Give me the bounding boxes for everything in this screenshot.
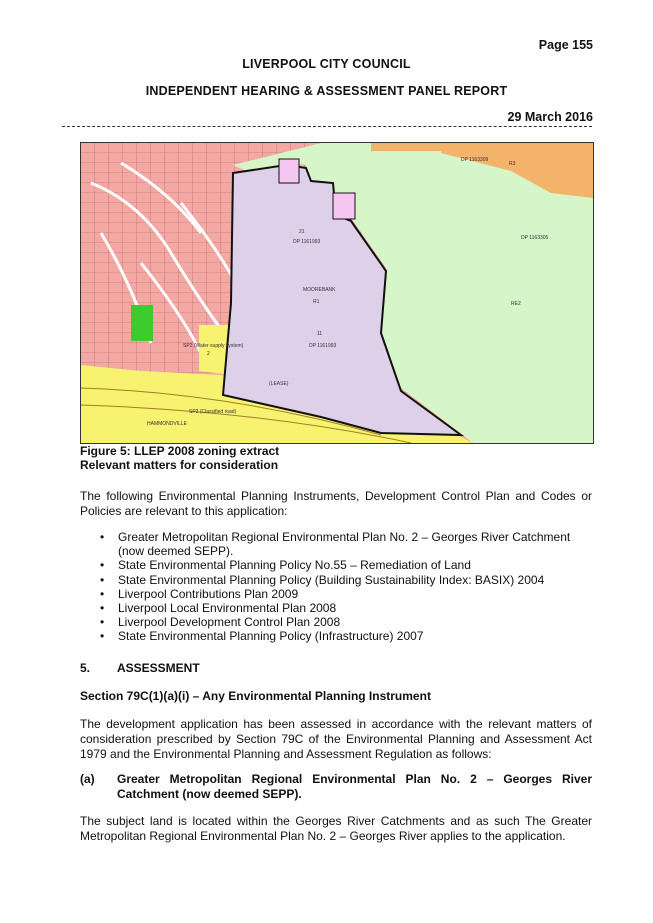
green-park [131, 305, 153, 341]
header-divider [62, 126, 592, 127]
section-title: ASSESSMENT [117, 661, 200, 675]
figure-title: Figure 5: LLEP 2008 zoning extract [80, 444, 280, 458]
intro-paragraph: The following Environmental Planning Instruments, Development Control Plan and Codes or Policies are relevant to this application: [80, 489, 592, 518]
page-number: Page 155 [538, 38, 593, 52]
map-label-sp2-road: SP2 (Classified road) [189, 409, 237, 415]
map-label-dp1: DP 1161993 [293, 239, 321, 245]
instrument-list [80, 530, 592, 644]
pink-lot-1 [279, 159, 299, 183]
list-item: • Greater Metropolitan Regional Environmental Plan No. 2 – Georges River Catchment (now deemed SEPP). [80, 530, 592, 558]
map-label-lot2: 2 [207, 351, 210, 357]
subsection-heading: Section 79C(1)(a)(i) – Any Environmental Planning Instrument [80, 689, 431, 703]
map-label-r1: R1 [313, 299, 320, 305]
subsection-a-label: (a) [80, 772, 95, 786]
council-name: LIVERPOOL CITY COUNCIL [242, 57, 411, 71]
report-title: INDEPENDENT HEARING & ASSESSMENT PANEL REPORT [145, 84, 508, 98]
assessment-paragraph: The development application has been assessed in accordance with the relevant matters of consideration prescribed by Section 79C of the Environmental Planning and Assessment Act 1979 and the Environmental Planning and Assessment Regulation as follows: [80, 717, 592, 761]
subsection-a-title: Greater Metropolitan Regional Environmental Plan No. 2 – Georges River Catchment (now deemed SEPP). [117, 772, 592, 801]
map-label-r3: R3 [509, 161, 516, 167]
map-label-dp2: DP 1161993 [309, 343, 337, 349]
map-label-basix: (LEASE) [269, 381, 289, 387]
list-item: • Liverpool Local Environmental Plan 2008 [80, 601, 592, 615]
list-item: • State Environmental Planning Policy (Building Sustainability Index: BASIX) 2004 [80, 573, 592, 587]
list-item: • State Environmental Planning Policy No.55 – Remediation of Land [80, 558, 592, 572]
map-label-re2: RE2 [511, 301, 521, 307]
map-label-zone-name: MOOREBANK [303, 287, 336, 293]
list-item: • Liverpool Contributions Plan 2009 [80, 587, 592, 601]
map-label-sp2-water: SP2 (Water supply system) [183, 343, 244, 349]
subsection-a [80, 772, 592, 802]
figure-caption [80, 444, 279, 472]
map-label-lot11: 11 [317, 331, 323, 337]
section-heading [80, 661, 200, 675]
pink-lot-2 [333, 193, 355, 219]
report-date: 29 March 2016 [507, 110, 593, 124]
catchment-paragraph: The subject land is located within the Georges River Catchments and as such The Greater Metropolitan Regional Environmental Plan No. 2 – Georges River applies to the application. [80, 814, 592, 843]
list-item: • State Environmental Planning Policy (Infrastructure) 2007 [80, 629, 592, 643]
map-label-dp4: DP 1163309 [461, 157, 489, 163]
section-number: 5. [80, 661, 91, 675]
map-label-hammondville: HAMMONDVILLE [147, 421, 188, 427]
relevant-matters-heading: Relevant matters for consideration [80, 458, 279, 472]
orange-strip [371, 143, 501, 151]
map-label-dp3: DP 1163305 [521, 235, 549, 241]
zoning-map [80, 142, 594, 444]
map-label-lot21: 21 [299, 229, 305, 235]
list-item: • Liverpool Development Control Plan 2008 [80, 615, 592, 629]
